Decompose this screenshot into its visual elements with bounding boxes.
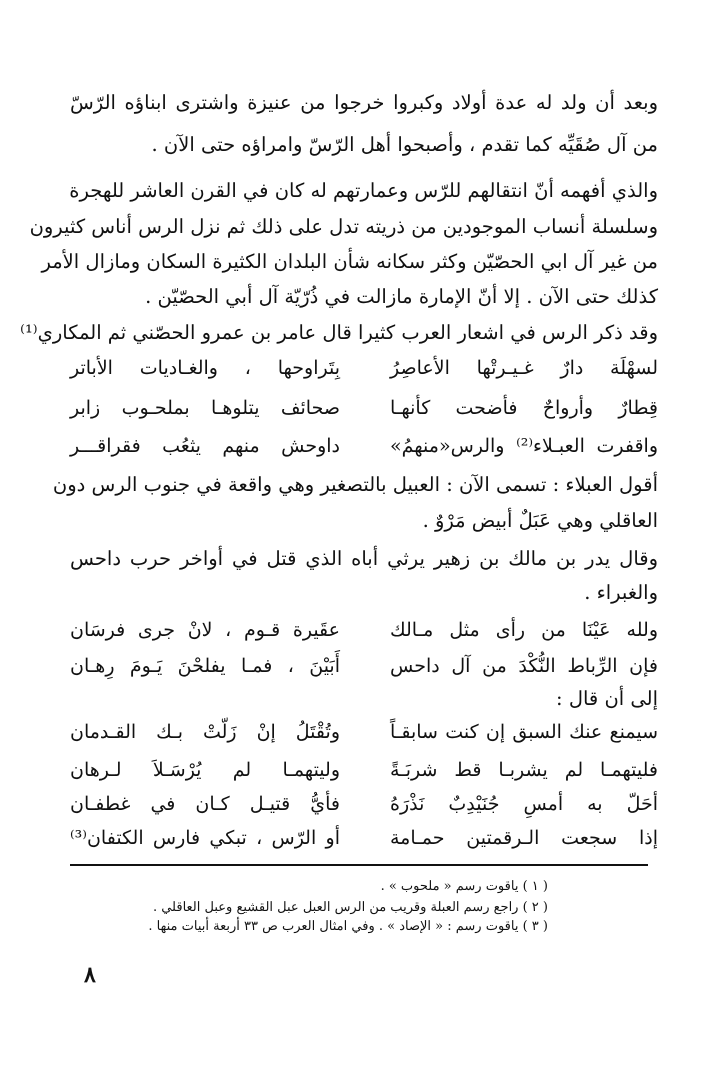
verse-first-hemistich: ولله عَيْنَا من رأى مثل مـالك	[390, 619, 658, 641]
footnote-1: ( ١ ) ياقوت رسم « ملحوب » .	[380, 879, 548, 894]
paragraph-2-line-2: وسلسلة أنساب الموجودين من ذريته تدل على ذلك ثم نزل الرس أناس كثيرون	[29, 215, 658, 238]
verse-first-hemistich: أحَلّ به أمسِ جُنَيْدِبٌ نَذْرَهُ	[390, 793, 658, 815]
poem-3-verse	[70, 788, 658, 820]
verse-first-hemistich: قِطارٌ وأرواحٌ فأضحت كأنهـا	[390, 397, 658, 419]
page-number: ٨	[84, 962, 96, 988]
transition-label: إلى أن قال :	[556, 687, 658, 710]
paragraph-4-line-1: أقول العبلاء : تسمى الآن : العبيل بالتصغير وهي واقعة في جنوب الرس دون	[52, 473, 658, 496]
paragraph-4-line-2: العاقلي وهي عَبَلٌ أبيض مَرْوٌ .	[422, 509, 658, 532]
poem-2-verse	[70, 650, 658, 682]
verse-second-hemistich: صحائف يتلوهـا بملحـوب زابر	[70, 397, 340, 419]
verse-first-hemistich: لسهْلَة دارٌ غـيـرتْها الأعاصِرُ	[390, 357, 658, 379]
verse-first-hemistich: فليتهمـا لم يشربـا قط شربَـةً	[390, 759, 658, 781]
verse-first-hemistich: إذا سجعت الـرقمتين حمـامة	[390, 827, 658, 849]
poem-2-verse	[70, 614, 658, 646]
verse-second-hemistich: فأيُّ قتيـل كـان في غطفـان	[70, 793, 340, 815]
paragraph-5-line-1: وقال يدر بن مالك بن زهير يرثي أباه الذي قتل في أواخر حرب داحس	[70, 547, 658, 570]
verse-first-hemistich: واقفرت العبـلاء⁽²⁾ والرس«منهمُ»	[390, 435, 658, 457]
poem-3-verse	[70, 754, 658, 786]
paragraph-1-line-1: وبعد أن ولد له عدة أولاد وكبروا خرجوا من عنيزة واشترى ابناؤه الرّسّ	[70, 91, 658, 114]
verse-second-hemistich: وتُقْتَلُ إنْ زَلّتْ بـك القـدمان	[70, 721, 340, 743]
poem-3-verse	[70, 716, 658, 748]
paragraph-2-line-1: والذي أفهمه أنّ انتقالهم للرّس وعمارتهم له كان في القرن العاشر للهجرة	[69, 179, 658, 202]
footnote-2: ( ٢ ) راجع رسم العبلة وقريب من الرس العبل عبل القشيع وعبل العاقلي .	[152, 900, 548, 915]
verse-second-hemistich: وليتهمـا لم يُرْسَـلاَ لـرهان	[70, 759, 340, 781]
paragraph-2-line-4: كذلك حتى الآن . إلا أنّ الإمارة مازالت في ذُرّيّة آل أبي الحصّيّن .	[145, 285, 658, 308]
verse-first-hemistich: فإن الرِّباط النُّكْدَ من آل داحس	[390, 655, 658, 677]
poem-1-verse	[70, 430, 658, 462]
verse-second-hemistich: أَبَيْنَ ، فمـا يفلحْنَ يَـومَ رِهـان	[70, 655, 340, 677]
paragraph-5-line-2: والغبراء .	[584, 581, 658, 604]
poem-1-verse	[70, 352, 658, 384]
footnote-3: ( ٣ ) ياقوت رسم : « الإصاد » . وفي امثال العرب ص ٣٣ أربعة أبيات منها .	[148, 919, 548, 934]
verse-second-hemistich: بِتَراوحها ، والغـاديات الأباتر	[70, 357, 340, 379]
poem-1-verse	[70, 392, 658, 424]
poem-3-verse	[70, 822, 658, 854]
verse-first-hemistich: سيمنع عنك السبق إن كنت سابقـاً	[390, 721, 658, 743]
paragraph-2-line-3: من غير آل ابي الحصّيّن وكثر سكانه شأن البلدان الكثيرة السكان ومازال الأمر	[41, 250, 658, 273]
verse-second-hemistich: داوحش منهم يثعُب فقراقـــر	[70, 435, 340, 457]
paragraph-1-line-2: من آل صُقَيِّه كما تقدم ، وأصبحوا أهل الرّسّ وامراؤه حتى الآن .	[151, 133, 658, 156]
paragraph-3: وقد ذكر الرس في اشعار العرب كثيرا قال عامر بن عمرو الحصّني ثم المكاري⁽¹⁾	[20, 321, 658, 344]
verse-second-hemistich: عقَيرة قـوم ، لانْ جرى فرسَان	[70, 619, 340, 641]
verse-second-hemistich: أو الرّس ، تبكي فارس الكتفان⁽³⁾	[70, 827, 340, 849]
footnote-separator	[70, 864, 648, 866]
